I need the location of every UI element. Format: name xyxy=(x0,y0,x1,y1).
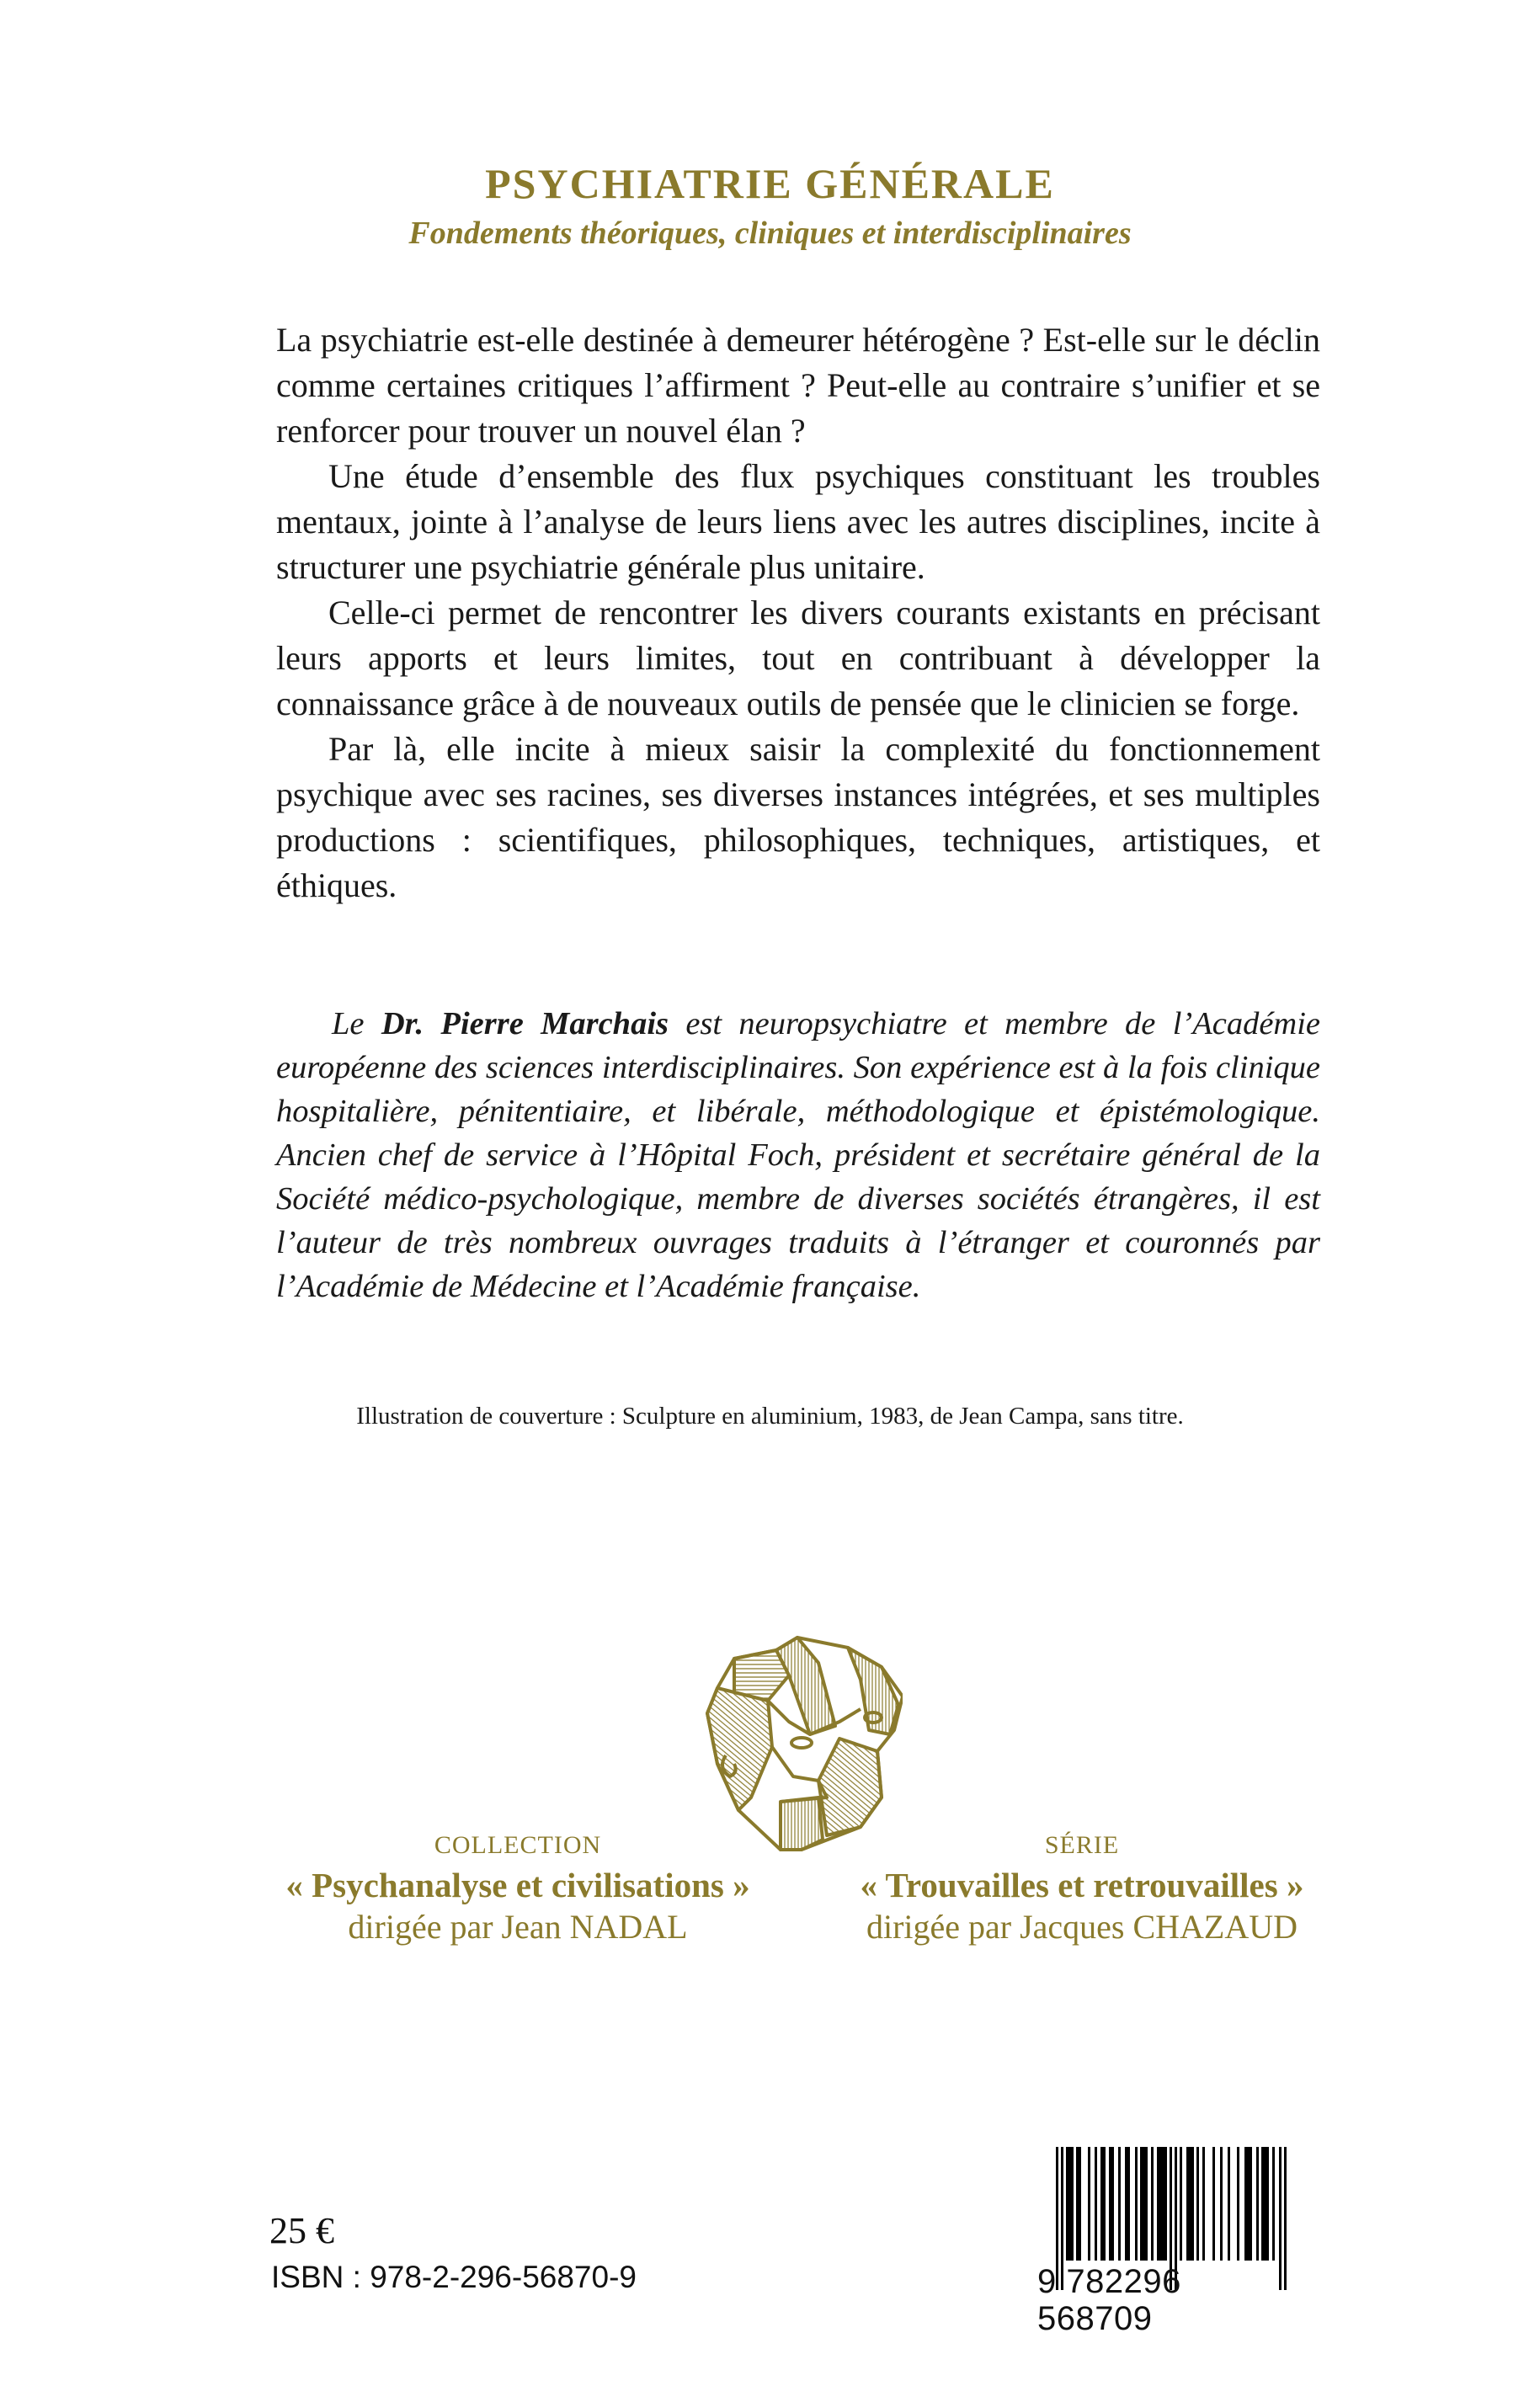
book-subtitle: Fondements théoriques, cliniques et interdisciplinaires xyxy=(408,216,1132,251)
book-title: PSYCHIATRIE GÉNÉRALE xyxy=(485,160,1055,207)
collection-block xyxy=(248,1827,787,1948)
price: 25 € xyxy=(269,2210,334,2251)
collection-label: COLLECTION xyxy=(434,1831,602,1859)
blurb-paragraph: Celle-ci permet de rencontrer les divers courants existants en précisant leurs apports et leurs limites, tout en contribuant à développer la connaissance grâce à de nouveaux outils de pensée que le clinicien se forge. xyxy=(276,594,1320,722)
cover-illustration-caption: Illustration de couverture : Sculpture en aluminium, 1983, de Jean Campa, sans titre. xyxy=(356,1403,1184,1430)
series-label: SÉRIE xyxy=(1044,1831,1120,1859)
author-bio-prefix: Le xyxy=(332,1006,381,1041)
author-name: Dr. Pierre Marchais xyxy=(381,1006,669,1041)
series-director: dirigée par Jacques CHAZAUD xyxy=(866,1908,1298,1946)
series-name: « Trouvailles et retrouvailles » xyxy=(860,1866,1304,1904)
blurb-paragraph: Par là, elle incite à mieux saisir la complexité du fonctionnement psychique avec ses racines, ses diverses instances intégrées, et ses multiples productions : scientifiques, philosophiques, techniques, artistiques, et éthiques. xyxy=(276,730,1320,904)
blurb-paragraph: Une étude d’ensemble des flux psychiques constituant les troubles mentaux, jointe à l’analyse de leurs liens avec les autres disciplines, incite à structurer une psychiatrie générale plus unitaire. xyxy=(276,457,1320,586)
barcode-digits: 9 782296 568709 xyxy=(1037,2263,1181,2337)
back-cover-blurb xyxy=(276,317,1320,908)
isbn: ISBN : 978-2-296-56870-9 xyxy=(271,2260,637,2294)
blurb-paragraph: La psychiatrie est-elle destinée à demeurer hétérogène ? Est-elle sur le déclin comme certaines critiques l’affirment ? Peut-elle au contraire s’unifier et se renforcer pour trouver un nouvel élan ? xyxy=(276,321,1320,450)
series-block xyxy=(813,1827,1351,1948)
sculpted-faces-logo-icon xyxy=(692,1629,903,1852)
author-bio-text: est neuropsychiatre et membre de l’Académie européenne des sciences interdisciplinaires. Son expérience est à la fois clinique hospitalière, pénitentiaire, et libérale, méthodologique et épistémologique. Ancien chef de service à l’Hôpital Foch, président et secrétaire général de la Société médico-psychologique, membre de diverses sociétés étrangères, il est l’auteur de très nombreux ouvrages traduits à l’étranger et couronnés par l’Académie de Médecine et l’Académie française. xyxy=(276,1006,1320,1304)
author-bio xyxy=(276,1002,1320,1308)
collection-director: dirigée par Jean NADAL xyxy=(348,1908,688,1946)
collection-name: « Psychanalyse et civilisations » xyxy=(285,1866,750,1904)
